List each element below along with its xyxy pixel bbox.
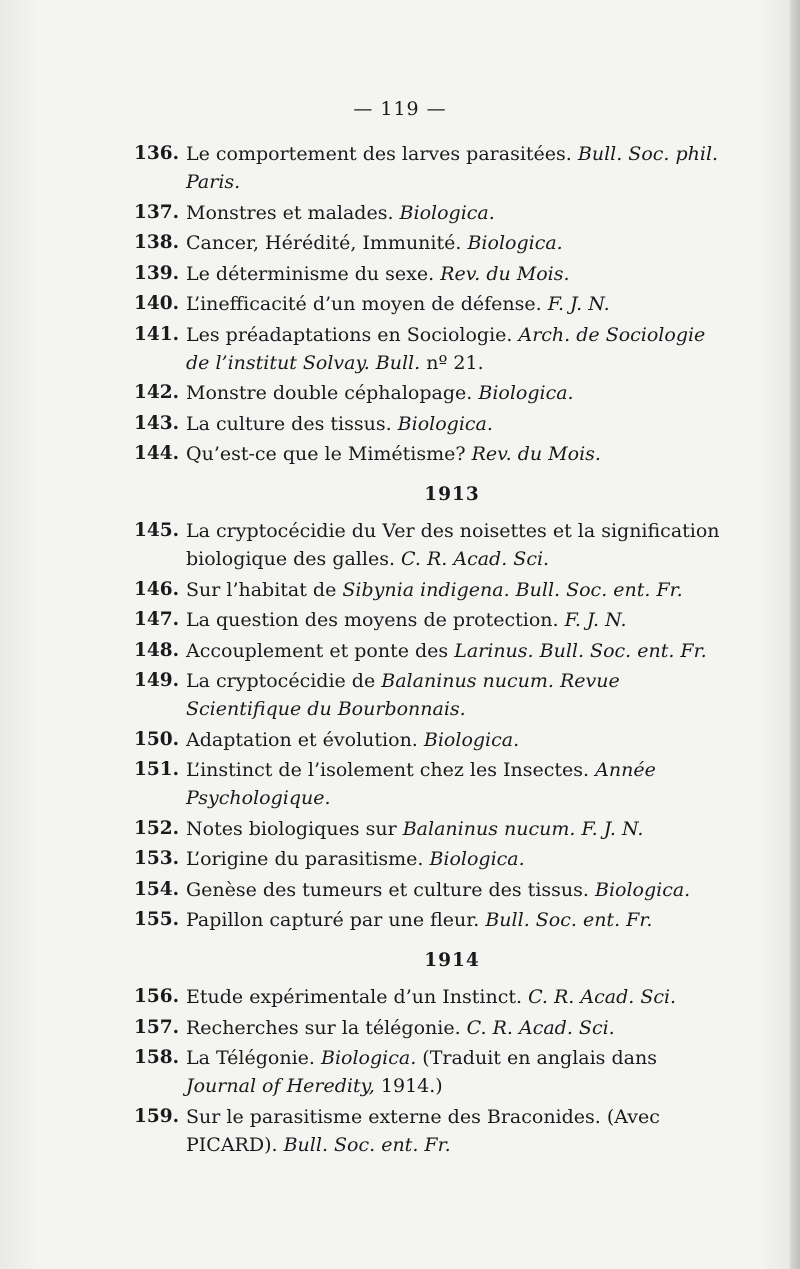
entry-source: Biologica. (467, 232, 563, 254)
entry-source: Biologica. (321, 1047, 417, 1069)
entry-title: Recherches sur la télégonie. (186, 1016, 461, 1039)
entry-title: Le déterminisme du sexe. (186, 262, 435, 285)
entry-source: Biologica. (423, 728, 520, 751)
entry-source: Biologica. (397, 412, 493, 435)
list-item (134, 726, 730, 754)
list-item (134, 606, 730, 634)
entry-number: 152. (134, 817, 180, 839)
entry-number: 151. (134, 759, 180, 780)
entry-source: C. R. Acad. Sci. (401, 548, 550, 570)
list-item (134, 667, 730, 723)
entry-title: Etude expérimentale d’un Instinct. (186, 986, 523, 1008)
entry-number: 141. (134, 323, 180, 345)
entry-number: 142. (134, 382, 180, 403)
entry-number: 155. (134, 909, 180, 930)
list-item (134, 140, 730, 196)
list-item (134, 576, 730, 604)
entry-number: 157. (134, 1016, 180, 1038)
entry-title: L’origine du parasitisme. (186, 848, 424, 870)
entry-number: 148. (134, 639, 180, 661)
entry-title: La cryptocécidie de (186, 670, 376, 692)
list-item (134, 983, 730, 1011)
list-item (134, 410, 730, 438)
entry-source: Balaninus nucum. F. J. N. (402, 817, 644, 840)
page-edge (790, 0, 800, 1269)
entry-source: Année Psychologique. (186, 759, 656, 809)
entry-number: 143. (134, 412, 180, 434)
entry-number: 136. (134, 143, 180, 164)
entry-source: C. R. Acad. Sci. (528, 986, 677, 1008)
list-item (134, 756, 730, 812)
entry-source: C. R. Acad. Sci. (466, 1016, 615, 1039)
entry-title: La cryptocécidie du Ver des noisettes et la signification biologique des galles. (186, 520, 720, 570)
entry-title: L’inefficacité d’un moyen de défense. (186, 293, 542, 315)
entry-number: 153. (134, 848, 180, 869)
list-item (134, 517, 730, 573)
entry-source-secondary: Journal of Heredity, (186, 1075, 375, 1097)
entry-source: Rev. du Mois. (471, 443, 601, 465)
list-item (134, 845, 730, 873)
list-item (134, 637, 730, 665)
entry-number: 154. (134, 878, 180, 900)
entry-source: F. J. N. (547, 293, 610, 315)
list-item (134, 199, 730, 227)
list-item (134, 1014, 730, 1042)
list-item (134, 379, 730, 407)
entry-title: La Télégonie. (186, 1047, 315, 1069)
year-heading: 1913 (424, 484, 480, 505)
entry-title: Papillon capturé par une fleur. (186, 909, 480, 931)
list-item (134, 1044, 730, 1100)
page-number: — 119 — (353, 98, 447, 120)
entry-number: 146. (134, 578, 180, 600)
entry-number: 137. (134, 201, 180, 223)
entry-source: Arch. de Sociologie de l’institut Solvay. Bull. (186, 323, 706, 374)
entry-source: Bull. Soc. ent. Fr. (283, 1133, 451, 1156)
entry-number: 156. (134, 986, 180, 1007)
entry-source: Biologica. (478, 382, 574, 404)
entry-source: F. J. N. (564, 609, 627, 631)
entry-source: Rev. du Mois. (440, 262, 570, 285)
list-item (134, 906, 730, 934)
list-item (134, 876, 730, 904)
entry-number: 150. (134, 728, 180, 750)
entry-note-secondary: 1914.) (380, 1075, 443, 1097)
entry-number: 147. (134, 609, 180, 630)
list-item (134, 815, 730, 843)
list-item (134, 440, 730, 468)
entry-note: (Traduit en anglais dans (422, 1047, 657, 1069)
entry-source: Larinus. Bull. Soc. ent. Fr. (454, 639, 707, 662)
entry-number: 159. (134, 1105, 180, 1127)
entry-title: La culture des tissus. (186, 412, 392, 435)
entry-title: Le comportement des larves parasitées. (186, 143, 572, 165)
entry-title: Adaptation et évolution. (186, 728, 418, 751)
entry-number: 140. (134, 293, 180, 314)
list-item (134, 1103, 730, 1159)
entry-title: Qu’est-ce que le Mimétisme? (186, 443, 466, 465)
list-item (134, 290, 730, 318)
entry-title: Cancer, Hérédité, Immunité. (186, 232, 462, 254)
year-heading: 1914 (424, 950, 480, 971)
entry-title: Les préadaptations en Sociologie. (186, 323, 513, 346)
entry-number: 158. (134, 1047, 180, 1068)
entry-title: L’instinct de l’isolement chez les Insectes. (186, 759, 590, 781)
entry-source: Sibynia indigena. Bull. Soc. ent. Fr. (342, 578, 683, 601)
list-item (134, 321, 730, 377)
entry-title: Sur l’habitat de (186, 578, 337, 601)
entry-number: 138. (134, 232, 180, 253)
entry-source: Balaninus nucum. Revue Scientifique du Bourbonnais. (186, 670, 620, 720)
list-item (134, 260, 730, 288)
entry-number: 139. (134, 262, 180, 284)
entry-title: Monstre double céphalopage. (186, 382, 473, 404)
entry-number: 149. (134, 670, 180, 691)
entry-number: 144. (134, 443, 180, 464)
entry-title: Notes biologiques sur (186, 817, 397, 840)
bibliography-list (134, 140, 730, 1161)
entry-source: Bull. Soc. ent. Fr. (485, 909, 653, 931)
entry-note: nº 21. (426, 351, 484, 374)
entry-source: Biologica. (429, 848, 525, 870)
entry-title: Accouplement et ponte des (186, 639, 449, 662)
entry-source: Biologica. (594, 878, 691, 901)
entry-source: Bull. Soc. phil. Paris. (186, 143, 719, 193)
entry-title: Genèse des tumeurs et culture des tissus. (186, 878, 589, 901)
list-item (134, 229, 730, 257)
entry-title: Sur le parasitisme externe des Braconides. (Avec PICARD). (186, 1105, 660, 1156)
entry-source: Biologica. (399, 201, 495, 224)
entry-title: La question des moyens de protection. (186, 609, 559, 631)
entry-number: 145. (134, 520, 180, 541)
entry-title: Monstres et malades. (186, 201, 394, 224)
